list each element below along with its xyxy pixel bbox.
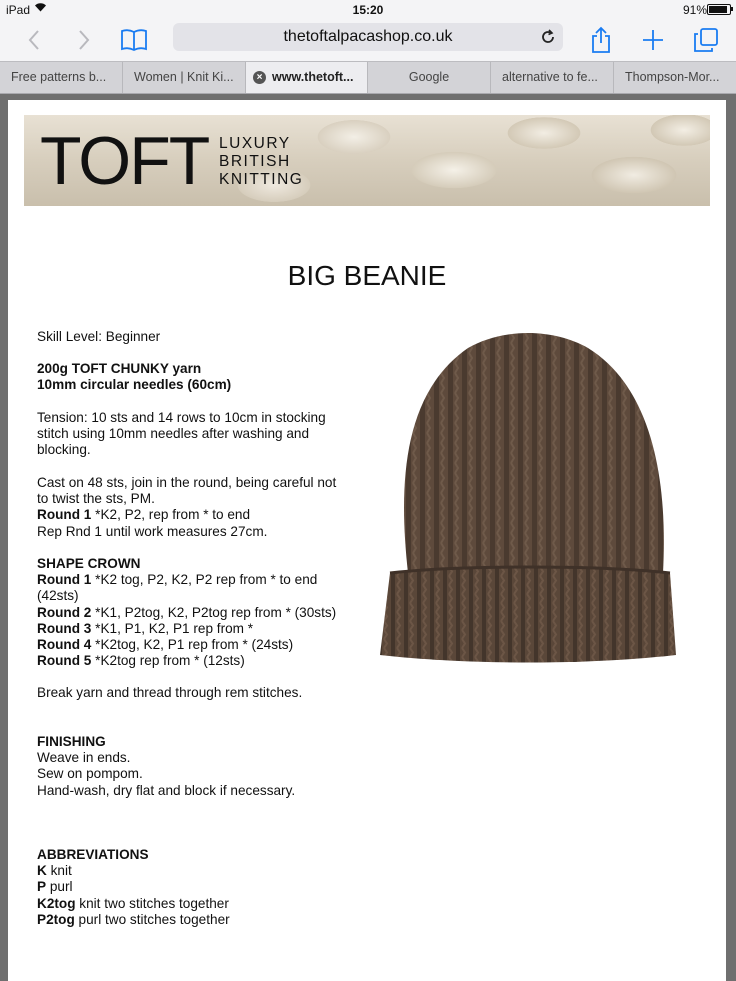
share-button[interactable] [585,24,617,56]
shape-crown-heading: SHAPE CROWN [37,556,141,571]
reload-icon[interactable] [539,28,557,46]
tab-thompson[interactable] [614,62,736,93]
tab-free-patterns[interactable] [0,62,123,93]
finishing-line: Weave in ends. [37,750,131,766]
break-yarn: Break yarn and thread through rem stitches. [37,685,303,700]
round-label: Round 4 [37,637,92,653]
round-label: Round 1 [37,572,92,588]
tab-women-knit[interactable] [123,62,246,93]
abbr-term: P2tog [37,911,75,927]
materials [37,361,231,393]
material-line: 200g TOFT CHUNKY yarn [37,361,202,376]
tab-google[interactable] [368,62,491,93]
finishing-line: Hand-wash, dry flat and block if necessary. [37,782,296,798]
cast-on-line: Cast on 48 sts, join in the round, being careful not [37,475,337,490]
round-text: *K2 tog, P2, K2, P2 rep from * to end [91,572,318,588]
abbr-meaning: purl [46,879,73,895]
abbr-term: K [37,863,47,879]
tab-label: Thompson-Mor... [625,70,720,84]
round-label: Round 1 [37,507,92,523]
shape-crown-section [37,556,336,669]
bookmarks-button[interactable] [118,24,150,56]
tab-thetoft[interactable] [246,62,368,93]
toft-logo: TOFT [40,123,209,199]
abbr-term: P [37,879,47,895]
browser-chrome [0,0,736,93]
abbr-meaning: purl two stitches together [74,911,230,927]
clock: 15:20 [352,3,384,17]
url-text: thetoftalpacashop.co.uk [283,28,453,45]
web-page [8,100,726,981]
cast-on-line: to twist the sts, PM. [37,491,155,507]
round-text: *K1, P2tog, K2, P2tog rep from * (30sts) [91,604,337,620]
tagline [219,135,303,189]
abbreviations-section [37,847,230,928]
round-text: (42sts) [37,588,79,604]
abbr-meaning: knit two stitches together [75,895,229,911]
tension-line: Tension: 10 sts and 14 rows to 10cm in stocking [37,410,326,425]
round-text: *K1, P1, K2, P1 rep from * [91,620,254,636]
beanie-cuff [380,567,676,663]
tension [37,410,326,459]
finishing-section [37,734,295,799]
abbreviations-heading: ABBREVIATIONS [37,847,149,862]
new-tab-icon [642,29,664,51]
share-icon [590,26,612,54]
pattern-title: BIG BEANIE [287,260,447,291]
new-tab-button[interactable] [637,24,669,56]
battery-icon [707,4,731,15]
round-text: *K2, P2, rep from * to end [91,507,251,523]
battery-fill [709,6,727,13]
back-button[interactable] [18,24,50,56]
forward-button[interactable] [68,24,100,56]
bookmarks-icon [120,28,148,52]
browser-toolbar [0,20,736,60]
close-tab-icon[interactable]: × [253,71,266,84]
round-text: *K2tog rep from * (12sts) [91,653,245,669]
tagline-line: BRITISH [219,153,291,170]
battery-tip [731,7,733,11]
forward-icon [77,29,91,51]
round-label: Round 5 [37,653,92,669]
tab-alternative[interactable] [491,62,614,93]
tab-bar [0,61,736,94]
tab-label: Free patterns b... [11,70,107,84]
tab-label: alternative to fe... [502,70,598,84]
tab-label: Google [408,70,450,84]
cast-on-section [37,475,336,540]
tension-line: stitch using 10mm needles after washing and [37,426,310,442]
tab-label: Women | Knit Ki... [134,70,234,84]
finishing-heading: FINISHING [37,734,106,749]
beanie-crown [404,333,664,573]
abbr-term: K2tog [37,895,76,911]
repeat-line: Rep Rnd 1 until work measures 27cm. [37,523,268,539]
tab-label: www.thetoft... [272,70,354,84]
tabs-button[interactable] [690,24,722,56]
status-bar [0,0,736,20]
address-bar[interactable] [173,23,563,51]
toft-banner[interactable] [24,115,710,206]
round-label: Round 3 [37,620,92,636]
back-icon [27,29,41,51]
tagline-line: KNITTING [219,171,304,188]
skill-level: Skill Level: Beginner [37,329,161,344]
tabs-icon [693,27,719,53]
tagline-line: LUXURY [219,135,291,152]
finishing-line: Sew on pompom. [37,766,143,782]
tension-line: blocking. [37,442,91,458]
battery-percent: 91% [683,3,708,17]
abbr-meaning: knit [46,863,72,879]
material-line: 10mm circular needles (60cm) [37,377,232,393]
beanie-image [378,333,678,668]
round-text: *K2tog, K2, P1 rep from * (24sts) [91,637,294,653]
carrier-label: iPad [6,3,31,17]
round-label: Round 2 [37,604,92,620]
